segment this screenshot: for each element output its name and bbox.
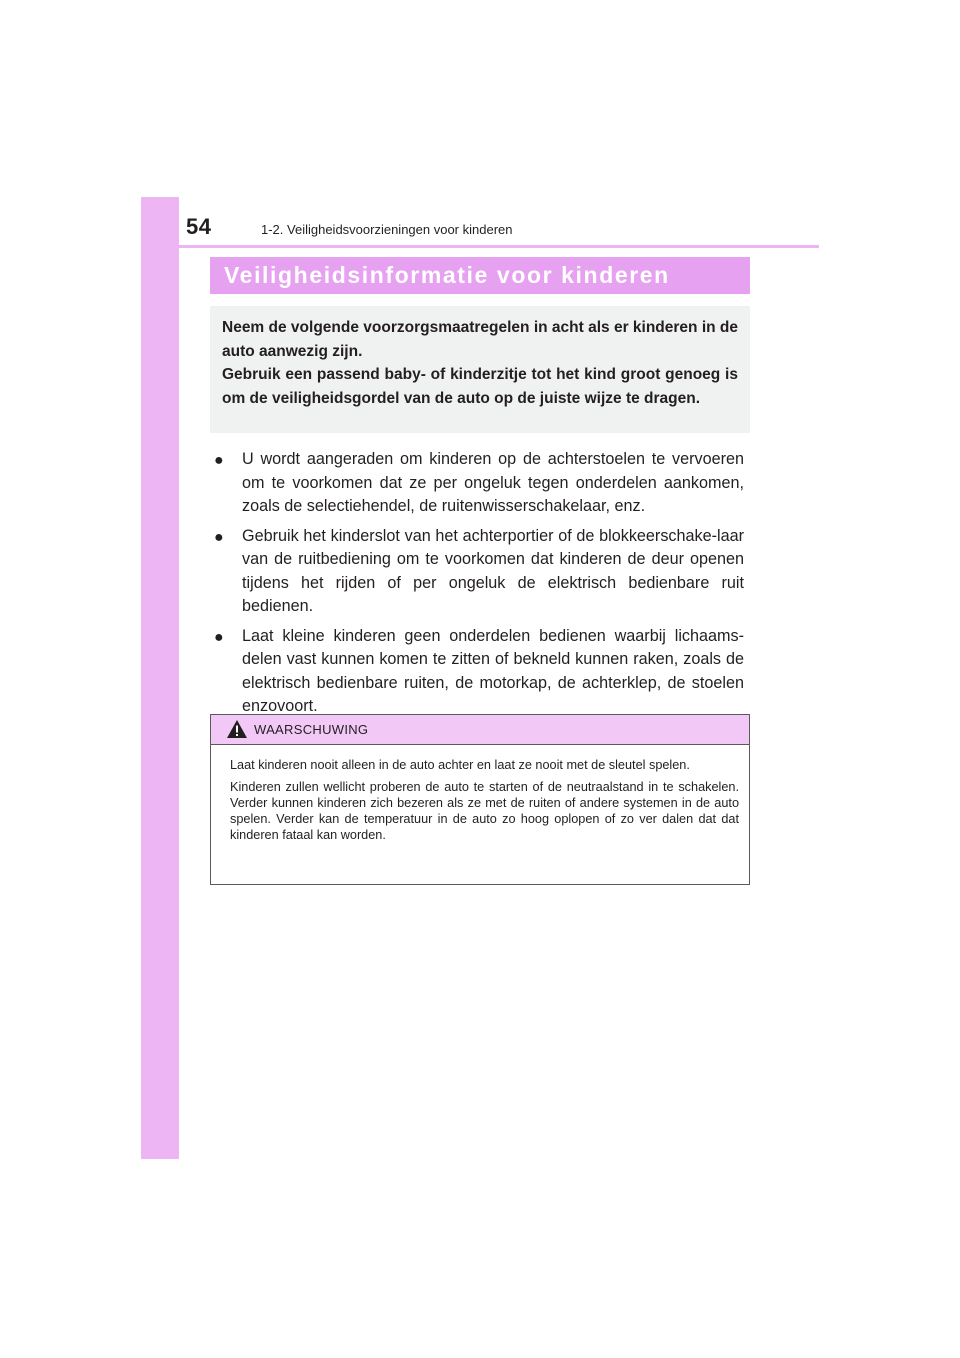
- intro-box: [210, 306, 750, 433]
- bullet-text: U wordt aangeraden om kinderen op de achterstoelen te vervoeren om te voorkomen dat ze per ongeluk tegen onderdelen aankomen, zoals de selectiehendel, de ruitenwisserschakelaar, enz.: [242, 450, 744, 515]
- header-divider: [179, 245, 819, 248]
- bullet-dot-icon: ●: [214, 528, 224, 546]
- bullet-text: Laat kleine kinderen geen onderdelen bedienen waarbij lichaams-delen vast kunnen komen te zitten of bekneld kunnen raken, zoals de elektrisch bedienbare ruiten, de motorkap, de achterklep, de stoelen enzovoort.: [242, 626, 744, 715]
- intro-line-2: Gebruik een passend baby- of kinderzitje tot het kind groot genoeg is om de veiligheidsgordel van de auto op de juiste wijze te dragen.: [222, 366, 738, 407]
- warning-paragraph: Laat kinderen nooit alleen in de auto achter en laat ze nooit met de sleutel spelen.: [230, 758, 690, 772]
- warning-label: WAARSCHUWING: [254, 722, 369, 737]
- bullet-item: [214, 525, 744, 619]
- warning-box: [210, 714, 750, 885]
- warning-triangle-icon: [226, 719, 248, 739]
- page-number: 54: [186, 214, 212, 239]
- bullet-item: [214, 625, 744, 719]
- bullet-text: Gebruik het kinderslot van het achterportier of de blokkeerschake-laar van de ruitbediening om te voorkomen dat kinderen de deur openen tijdens het rijden of per ongeluk de elektrisch bedienbare ruit bedienen.: [242, 526, 744, 615]
- page-title: Veiligheidsinformatie voor kinderen: [224, 262, 670, 288]
- bullet-dot-icon: ●: [214, 452, 224, 469]
- intro-line-1: Neem de volgende voorzorgsmaatregelen in acht als er kinderen in de auto aanwezig zijn.: [222, 319, 738, 360]
- title-band: [210, 257, 750, 294]
- bullet-item: [214, 448, 744, 519]
- bullet-list: [214, 448, 744, 725]
- side-tab-bar: [141, 197, 179, 1159]
- bullet-dot-icon: ●: [214, 628, 224, 646]
- warning-paragraph: Kinderen zullen wellicht proberen de auto te starten of de neutraalstand in te schakelen. Verder kunnen kinderen zich bezeren als ze met de ruiten of andere systemen in de auto spelen. Verder kan de temperatuur in de auto zo hoog oplopen of zo ver dalen dat dat kinderen fataal kan worden.: [230, 780, 739, 842]
- warning-header: [211, 715, 749, 745]
- warning-body: [211, 745, 749, 843]
- section-heading: 1-2. Veiligheidsvoorzieningen voor kinderen: [261, 222, 513, 237]
